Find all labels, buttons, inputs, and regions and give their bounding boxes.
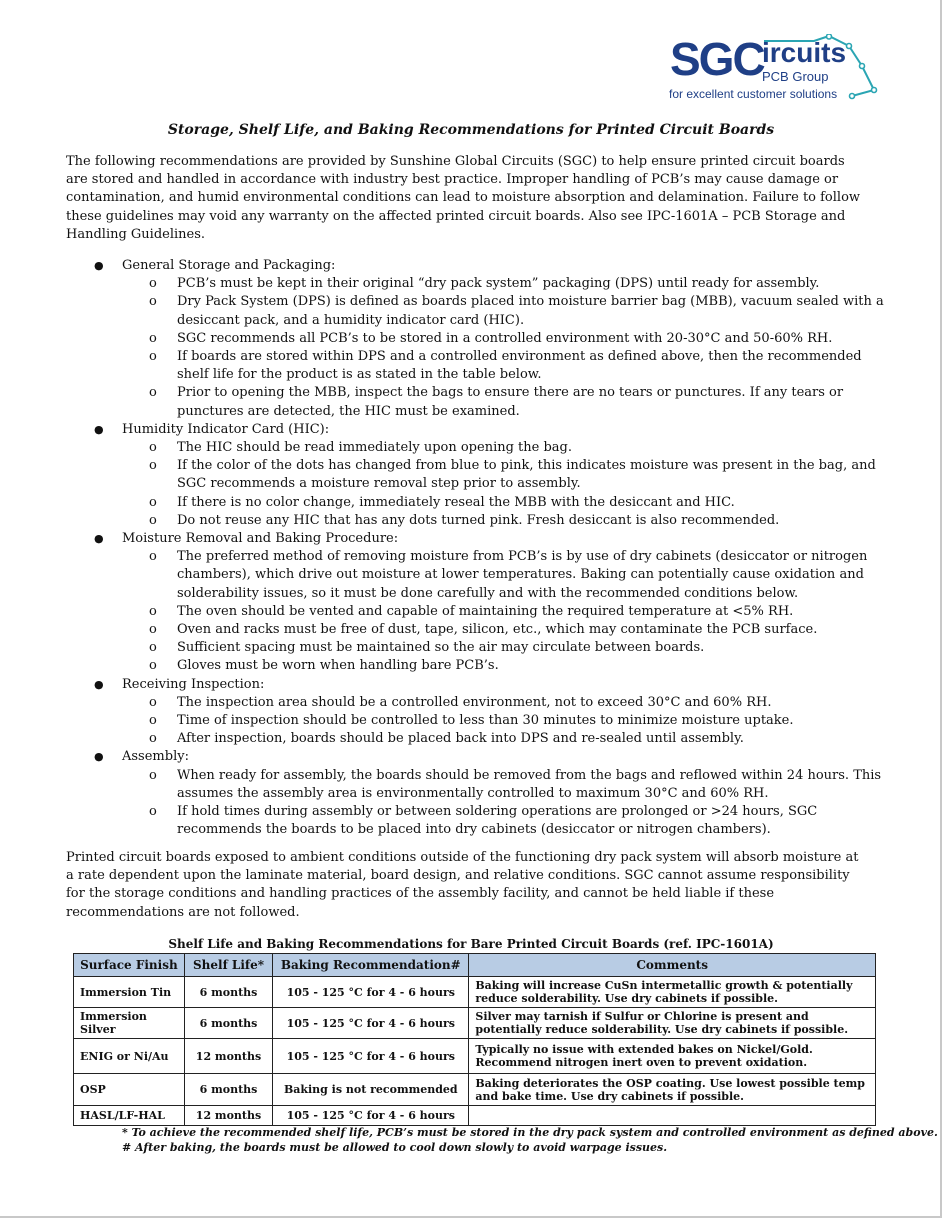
sub-bullet-icon: o bbox=[149, 804, 157, 820]
list-item-text: Oven and racks must be free of dust, tape, silicon, etc., which may contaminate the PCB surface. bbox=[177, 622, 818, 638]
list-item-text: Do not reuse any HIC that has any dots turned pink. Fresh desiccant is also recommended. bbox=[177, 512, 780, 528]
cell-comments: Typically no issue with extended bakes on Nickel/Gold. Recommend nitrogen inert oven to prevent oxidation. bbox=[469, 1039, 876, 1074]
sub-bullet-icon: o bbox=[149, 512, 157, 528]
cell-comments bbox=[469, 1106, 876, 1126]
list-item-text: Dry Pack System (DPS) is defined as boards placed into moisture barrier bag (MBB), vacuum sealed with a desiccant pack, and a humidity indicator card (HIC). bbox=[177, 294, 884, 328]
sub-bullet-icon: o bbox=[149, 440, 157, 456]
cell-surface-finish: Immersion Silver bbox=[74, 1008, 185, 1039]
sub-bullet-icon: o bbox=[149, 330, 157, 346]
list-item bbox=[92, 712, 892, 730]
column-header-shelf-life: Shelf Life* bbox=[184, 954, 272, 977]
shelf-life-table bbox=[73, 953, 876, 1126]
list-item bbox=[92, 348, 892, 384]
bullet-icon: ● bbox=[94, 677, 104, 691]
list-item bbox=[92, 548, 892, 603]
cell-shelf-life: 6 months bbox=[184, 1008, 272, 1039]
cell-baking: Baking is not recommended bbox=[273, 1074, 469, 1106]
sub-bullet-icon: o bbox=[149, 276, 157, 292]
cell-comments: Silver may tarnish if Sulfur or Chlorine is present and potentially reduce solderability. Use dry cabinets if possible. bbox=[469, 1008, 876, 1039]
sub-bullet-icon: o bbox=[149, 713, 157, 729]
list-item bbox=[92, 694, 892, 712]
list-item bbox=[92, 639, 892, 657]
intro-paragraph: The following recommendations are provided by Sunshine Global Circuits (SGC) to help ensure printed circuit boards are stored and handled in accordance with industry best practice. Improper handling of PCB’s may cause damage or contamination, and humid environmental conditions can lead to moisture absorption and delamination. Failure to follow these guidelines may void any warranty on the affected printed circuit boards. Also see IPC-1601A – PCB Storage and Handling Guidelines. bbox=[66, 154, 861, 242]
list-item bbox=[92, 494, 892, 512]
page-title: Storage, Shelf Life, and Baking Recommendations for Printed Circuit Boards bbox=[167, 122, 775, 138]
table-row bbox=[74, 1106, 876, 1126]
list-item bbox=[92, 293, 892, 329]
logo-group-text: PCB Group bbox=[762, 69, 829, 84]
table-header-row bbox=[74, 954, 876, 977]
table-row bbox=[74, 1008, 876, 1039]
list-item-text: After inspection, boards should be placed back into DPS and re-sealed until assembly. bbox=[177, 731, 744, 747]
sub-bullet-icon: o bbox=[149, 458, 157, 474]
section-heading bbox=[92, 676, 892, 694]
list-item-text: SGC recommends all PCB’s to be stored in a controlled environment with 20-30°C and 50-60% RH. bbox=[177, 330, 833, 346]
list-item-text: Gloves must be worn when handling bare PCB’s. bbox=[177, 658, 499, 674]
cell-surface-finish: ENIG or Ni/Au bbox=[74, 1039, 185, 1074]
list-item bbox=[92, 512, 892, 530]
bullet-icon: ● bbox=[94, 532, 104, 546]
list-item bbox=[92, 330, 892, 348]
table-row bbox=[74, 977, 876, 1008]
list-item bbox=[92, 439, 892, 457]
cell-shelf-life: 12 months bbox=[184, 1039, 272, 1074]
sub-bullet-icon: o bbox=[149, 640, 157, 656]
list-item-text: If hold times during assembly or between soldering operations are prolonged or >24 hours, SGC recommends the boards to be placed into dry cabinets (desiccator or nitrogen chambers). bbox=[177, 804, 818, 838]
section-heading-text: Assembly: bbox=[122, 749, 189, 765]
sub-bullet-icon: o bbox=[149, 622, 157, 638]
list-item-text: When ready for assembly, the boards should be removed from the bags and reflowed within 24 hours. This assumes the assembly area is environmentally controlled to maximum 30°C and 60% RH. bbox=[177, 767, 882, 801]
list-item bbox=[92, 767, 892, 803]
column-header-baking: Baking Recommendation# bbox=[273, 954, 469, 977]
list-item-text: The inspection area should be a controlled environment, not to exceed 30°C and 60% RH. bbox=[177, 694, 772, 710]
list-item bbox=[92, 730, 892, 748]
sub-bullet-icon: o bbox=[149, 494, 157, 510]
bullet-icon: ● bbox=[94, 422, 104, 436]
column-header-comments: Comments bbox=[469, 954, 876, 977]
section-heading bbox=[92, 530, 892, 548]
list-item-text: Sufficient spacing must be maintained so the air may circulate between boards. bbox=[177, 640, 705, 656]
sub-bullet-icon: o bbox=[149, 349, 157, 365]
logo-sgc-text: SGC bbox=[670, 33, 764, 85]
list-item-text: If the color of the dots has changed from blue to pink, this indicates moisture was present in the bag, and SGC recommends a moisture removal step prior to assembly. bbox=[177, 458, 876, 492]
list-item bbox=[92, 457, 892, 493]
section-heading-text: Moisture Removal and Baking Procedure: bbox=[122, 531, 399, 547]
logo-tagline: for excellent customer solutions bbox=[669, 87, 838, 101]
cell-surface-finish: HASL/LF-HAL bbox=[74, 1106, 185, 1126]
list-item-text: If boards are stored within DPS and a controlled environment as defined above, then the recommended shelf life for the product is as stated in the table below. bbox=[177, 349, 862, 383]
cell-comments: Baking will increase CuSn intermetallic growth & potentially reduce solderability. Use dry cabinets if possible. bbox=[469, 977, 876, 1008]
cell-shelf-life: 6 months bbox=[184, 1074, 272, 1106]
sub-bullet-icon: o bbox=[149, 294, 157, 310]
sub-bullet-icon: o bbox=[149, 603, 157, 619]
cell-baking: 105 - 125 °C for 4 - 6 hours bbox=[273, 1039, 469, 1074]
table-row bbox=[74, 1039, 876, 1074]
section-heading-text: Humidity Indicator Card (HIC): bbox=[122, 421, 330, 437]
closing-paragraph: Printed circuit boards exposed to ambient conditions outside of the functioning dry pack system will absorb moisture at a rate dependent upon the laminate material, board design, and relative conditions. SGC cannot assume responsibility for the storage conditions and handling practices of the assembly facility, and cannot be held liable if these recommendations are not followed. bbox=[66, 850, 859, 920]
sub-bullet-icon: o bbox=[149, 694, 157, 710]
footnote-shelf-life: * To achieve the recommended shelf life, PCB’s must be stored in the dry pack system and controlled environment as defined above. bbox=[122, 1126, 938, 1139]
list-item-text: The oven should be vented and capable of maintaining the required temperature at <5% RH. bbox=[177, 603, 794, 619]
section-heading bbox=[92, 257, 892, 275]
list-item bbox=[92, 275, 892, 293]
logo-ircuits-text: ircuits bbox=[762, 37, 847, 68]
sub-bullet-icon: o bbox=[149, 731, 157, 747]
cell-baking: 105 - 125 °C for 4 - 6 hours bbox=[273, 977, 469, 1008]
cell-baking: 105 - 125 °C for 4 - 6 hours bbox=[273, 1008, 469, 1039]
cell-baking: 105 - 125 °C for 4 - 6 hours bbox=[273, 1106, 469, 1126]
cell-comments: Baking deteriorates the OSP coating. Use lowest possible temp and bake time. Use dry cabinets if possible. bbox=[469, 1074, 876, 1106]
list-item-text: Time of inspection should be controlled to less than 30 minutes to minimize moisture uptake. bbox=[177, 713, 794, 729]
section-heading-text: General Storage and Packaging: bbox=[122, 258, 336, 273]
list-item-text: The HIC should be read immediately upon opening the bag. bbox=[177, 440, 572, 456]
sub-bullet-icon: o bbox=[149, 549, 157, 565]
list-item-text: If there is no color change, immediately reseal the MBB with the desiccant and HIC. bbox=[177, 494, 735, 510]
sub-bullet-icon: o bbox=[149, 658, 157, 674]
sub-bullet-icon: o bbox=[149, 385, 157, 401]
bullet-icon: ● bbox=[94, 750, 104, 764]
sub-bullet-icon: o bbox=[149, 767, 157, 783]
list-item bbox=[92, 803, 892, 839]
recommendation-sections bbox=[92, 257, 892, 840]
table-row bbox=[74, 1074, 876, 1106]
section-heading-text: Receiving Inspection: bbox=[122, 676, 265, 692]
list-item-text: PCB’s must be kept in their original “dry pack system” packaging (DPS) until ready for assembly. bbox=[177, 276, 820, 292]
column-header-surface-finish: Surface Finish bbox=[74, 954, 185, 977]
cell-surface-finish: Immersion Tin bbox=[74, 977, 185, 1008]
table-title: Shelf Life and Baking Recommendations for Bare Printed Circuit Boards (ref. IPC-1601A) bbox=[168, 937, 774, 951]
cell-shelf-life: 12 months bbox=[184, 1106, 272, 1126]
list-item-text: Prior to opening the MBB, inspect the bags to ensure there are no tears or punctures. If any tears or punctures are detected, the HIC must be examined. bbox=[177, 385, 844, 419]
table-footnotes bbox=[122, 1125, 938, 1155]
list-item-text: The preferred method of removing moisture from PCB’s is by use of dry cabinets (desiccator or nitrogen chambers), which drive out moisture at lower temperatures. Baking can potentially cause oxidation and solderability issues, so it must be done carefully and with the recommended conditions below. bbox=[177, 549, 868, 601]
bullet-icon: ● bbox=[94, 259, 104, 272]
list-item bbox=[92, 621, 892, 639]
company-logo bbox=[664, 34, 879, 106]
section-heading bbox=[92, 748, 892, 766]
list-item bbox=[92, 603, 892, 621]
cell-shelf-life: 6 months bbox=[184, 977, 272, 1008]
list-item bbox=[92, 384, 892, 420]
footnote-baking: # After baking, the boards must be allowed to cool down slowly to avoid warpage issues. bbox=[122, 1141, 668, 1154]
cell-surface-finish: OSP bbox=[74, 1074, 185, 1106]
list-item bbox=[92, 657, 892, 675]
section-heading bbox=[92, 421, 892, 439]
